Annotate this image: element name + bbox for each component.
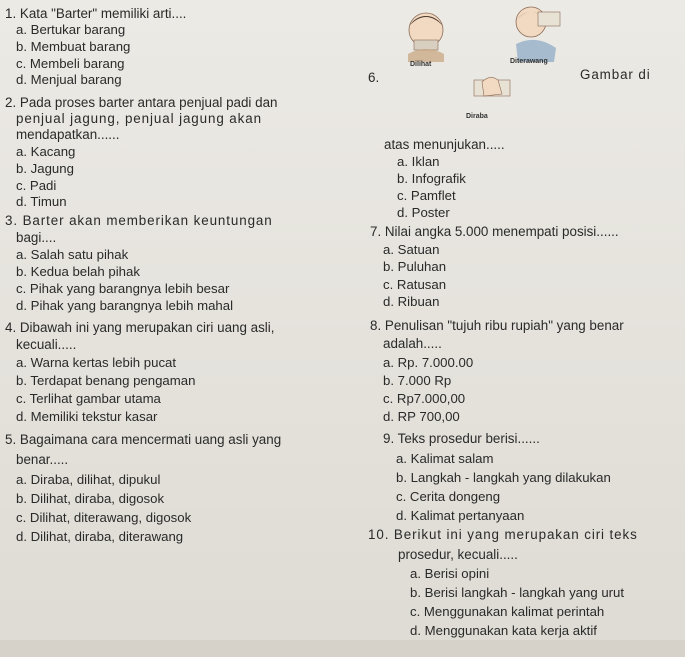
q5-option-c: c. Dilihat, diterawang, digosok (16, 510, 192, 525)
q7-option-b: b. Puluhan (383, 259, 447, 274)
q6-number: 6. (368, 70, 380, 85)
q1-option-a: a. Bertukar barang (16, 22, 126, 37)
q2-stem-line2: penjual jagung, penjual jagung akan (16, 111, 262, 126)
q7-option-a: a. Satuan (383, 242, 440, 257)
q8-option-b: b. 7.000 Rp (383, 373, 452, 388)
q10-stem-line1: 10. Berikut ini yang merupakan ciri teks (368, 527, 638, 542)
q9-option-d: d. Kalimat pertanyaan (396, 508, 525, 523)
q5-stem-line2: benar..... (16, 452, 69, 467)
q2-option-a: a. Kacang (16, 144, 76, 159)
q10-option-a: a. Berisi opini (410, 566, 490, 581)
q7-stem: 7. Nilai angka 5.000 menempati posisi...... (370, 224, 619, 239)
q4-stem-line1: 4. Dibawah ini yang merupakan ciri uang asli, (5, 320, 275, 335)
q8-stem-line2: adalah..... (383, 336, 442, 351)
q5-option-a: a. Diraba, dilihat, dipukul (16, 472, 161, 487)
q10-stem-line2: prosedur, kecuali..... (398, 547, 518, 562)
child-looking-icon (408, 13, 444, 62)
q8-stem-line1: 8. Penulisan "tujuh ribu rupiah" yang benar (370, 318, 624, 333)
q7-option-c: c. Ratusan (383, 277, 447, 292)
q3-option-d: d. Pihak yang barangnya lebih mahal (16, 298, 234, 313)
hand-touching-note-icon (474, 77, 510, 96)
q4-option-b: b. Terdapat benang pengaman (16, 373, 196, 388)
q4-stem-line2: kecuali..... (16, 337, 77, 352)
q4-option-d: d. Memiliki tekstur kasar (16, 409, 158, 424)
q9-stem: 9. Teks prosedur berisi...... (383, 431, 540, 446)
q3-option-b: b. Kedua belah pihak (16, 264, 140, 279)
q8-option-d: d. RP 700,00 (383, 409, 460, 424)
q3-option-a: a. Salah satu pihak (16, 247, 129, 262)
q5-option-d: d. Dilihat, diraba, diterawang (16, 529, 184, 544)
q9-option-a: a. Kalimat salam (396, 451, 494, 466)
q2-stem-line3: mendapatkan...... (16, 127, 120, 142)
q4-option-a: a. Warna kertas lebih pucat (16, 355, 177, 370)
q6-option-b: b. Infografik (397, 171, 466, 186)
q8-option-c: c. Rp7.000,00 (383, 391, 466, 406)
q1-option-d: d. Menjual barang (16, 72, 122, 87)
label-diterawang: Diterawang (510, 58, 548, 65)
q1-option-b: b. Membuat barang (16, 39, 131, 54)
q6-option-d: d. Poster (397, 205, 450, 220)
q9-option-c: c. Cerita dongeng (396, 489, 501, 504)
q10-option-d: d. Menggunakan kata kerja aktif (410, 623, 597, 638)
q1-stem: 1. Kata "Barter" memiliki arti.... (5, 6, 187, 21)
q6-option-a: a. Iklan (397, 154, 440, 169)
page-bottom-edge (0, 640, 685, 657)
q2-option-b: b. Jagung (16, 161, 74, 176)
q10-option-c: c. Menggunakan kalimat perintah (410, 604, 605, 619)
q9-option-b: b. Langkah - langkah yang dilakukan (396, 470, 611, 485)
q3-stem-line2: bagi.... (16, 230, 57, 245)
q3-option-c: c. Pihak yang barangnya lebih besar (16, 281, 230, 296)
child-holding-note-icon (516, 7, 560, 62)
q6-option-c: c. Pamflet (397, 188, 456, 203)
q5-stem-line1: 5. Bagaimana cara mencermati uang asli yang (5, 432, 282, 447)
q2-option-c: c. Padi (16, 178, 57, 193)
q4-option-c: c. Terlihat gambar utama (16, 391, 161, 406)
q6-stem-start: Gambar di (580, 67, 651, 82)
q10-option-b: b. Berisi langkah - langkah yang urut (410, 585, 625, 600)
q6-stem-end: atas menunjukan..... (384, 137, 505, 152)
q1-option-c: c. Membeli barang (16, 56, 125, 71)
label-diraba: Diraba (466, 113, 488, 120)
q8-option-a: a. Rp. 7.000.00 (383, 355, 474, 370)
q5-option-b: b. Dilihat, diraba, digosok (16, 491, 165, 506)
q3-stem-line1: 3. Barter akan memberikan keuntungan (5, 213, 273, 228)
q2-option-d: d. Timun (16, 194, 67, 209)
label-dilihat: Dilihat (410, 61, 432, 68)
q7-option-d: d. Ribuan (383, 294, 440, 309)
q2-stem-line1: 2. Pada proses barter antara penjual padi dan (5, 95, 278, 110)
